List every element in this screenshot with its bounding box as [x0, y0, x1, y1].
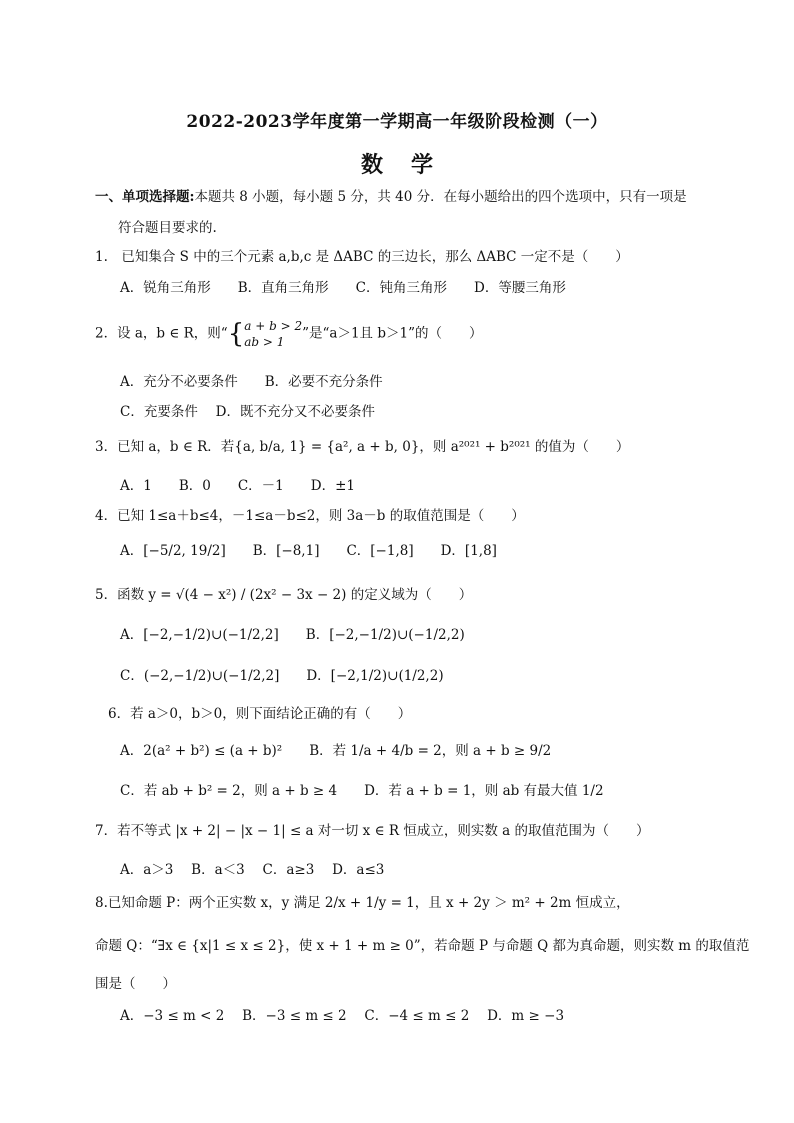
question-6-options-1: A．2(a² + b²) ≤ (a + b)² B．若 1/a + 4/b = 2，则 a + b ≥ 9/2 — [120, 743, 552, 759]
question-4-options: A．[−5/2, 19/2] B．[−8,1] C．[−1,8] D．[1,8] — [120, 543, 497, 559]
system-line-2: ab > 1 — [244, 335, 285, 349]
question-5-stem: 5．函数 y = √(4 − x²) / (2x² − 3x − 2) 的定义域为（ ） — [95, 587, 473, 603]
question-2-stem — [95, 318, 482, 350]
section-intro-2: 符合题目要求的. — [118, 220, 217, 236]
question-2-system — [244, 318, 302, 350]
system-line-1: a + b > 2 — [244, 319, 303, 333]
question-6-stem: 6．若 a＞0，b＞0，则下面结论正确的有（ ） — [108, 706, 412, 722]
question-5-options-1: A．[−2,−1/2)∪(−1/2,2] B．[−2,−1/2)∪(−1/2,2) — [120, 627, 465, 643]
question-8-stem-1: 8.已知命题 P：两个正实数 x，y 满足 2/x + 1/y = 1，且 x + 2y ＞ m² + 2m 恒成立， — [95, 895, 630, 911]
question-6-options-2: C．若 ab + b² = 2，则 a + b ≥ 4 D．若 a + b = 1，则 ab 有最大值 1/2 — [120, 783, 604, 799]
question-1-options: A．锐角三角形 B．直角三角形 C．钝角三角形 D．等腰三角形 — [120, 280, 566, 296]
question-2-stem-b: ”是“a＞1且 b＞1”的（ ） — [302, 325, 483, 342]
question-8-stem-3: 围是（ ） — [95, 976, 176, 992]
left-brace-icon: { — [227, 319, 245, 349]
question-3-stem: 3．已知 a，b ∈ R．若{a, b/a, 1} = {a², a + b, 0}，则 a²⁰²¹ + b²⁰²¹ 的值为（ ） — [95, 439, 630, 455]
question-1-stem: 1. 已知集合 S 中的三个元素 a,b,c 是 ΔABC 的三边长，那么 ΔABC 一定不是（ ） — [95, 249, 629, 265]
section-intro-1: 本题共 8 小题，每小题 5 分，共 40 分．在每小题给出的四个选项中，只有一项是 — [194, 189, 687, 205]
question-4-stem: 4．已知 1≤a＋b≤4，－1≤a－b≤2，则 3a－b 的取值范围是（ ） — [95, 508, 525, 524]
question-8-stem-2: 命题 Q：“∃x ∈ {x|1 ≤ x ≤ 2}，使 x + 1 + m ≥ 0”，若命题 P 与命题 Q 都为真命题，则实数 m 的取值范 — [95, 938, 750, 954]
section-instructions — [95, 188, 687, 206]
question-7-stem: 7．若不等式 |x + 2| − |x − 1| ≤ a 对一切 x ∈ R 恒成立，则实数 a 的取值范围为（ ） — [95, 823, 650, 839]
question-3-options: A．1 B．0 C．－1 D．±1 — [120, 478, 355, 494]
question-7-options: A．a＞3 B．a＜3 C．a≥3 D．a≤3 — [120, 862, 385, 878]
exam-title: 2022-2023学年度第一学期高一年级阶段检测（一） — [186, 112, 608, 132]
question-2-stem-a: 2．设 a，b ∈ R，则“ — [95, 325, 228, 342]
subject-heading: 数学 — [360, 152, 461, 178]
question-2-options-1: A．充分不必要条件 B．必要不充分条件 — [120, 374, 383, 390]
section-heading: 一、单项选择题: — [95, 189, 195, 205]
question-5-options-2: C．(−2,−1/2)∪(−1/2,2] D．[−2,1/2)∪(1/2,2) — [120, 668, 444, 684]
question-8-options: A．−3 ≤ m < 2 B．−3 ≤ m ≤ 2 C．−4 ≤ m ≤ 2 D．m ≥ −3 — [120, 1008, 565, 1024]
question-2-options-2: C．充要条件 D．既不充分又不必要条件 — [120, 404, 375, 420]
